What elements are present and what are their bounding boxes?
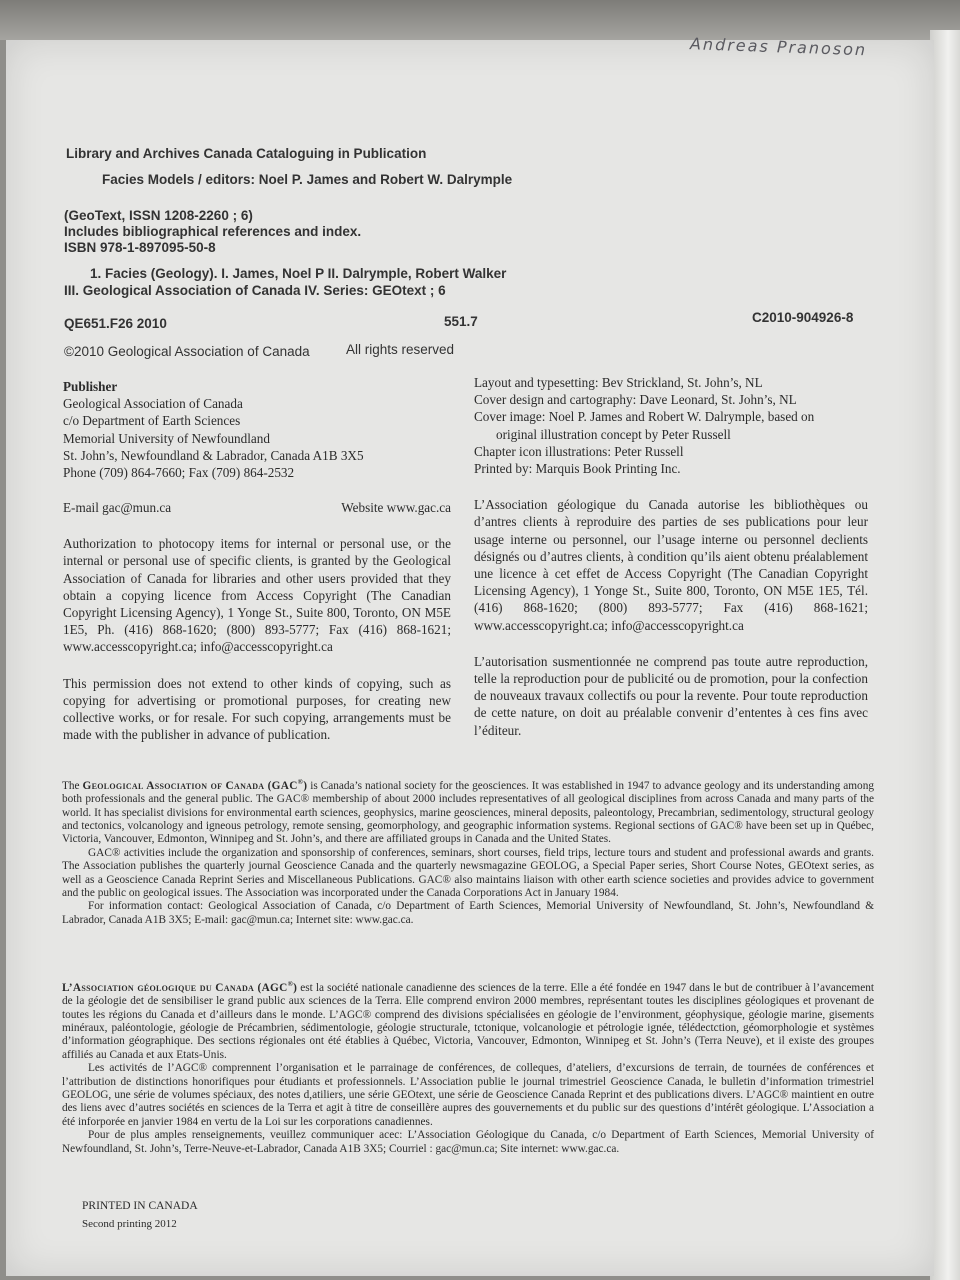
background-top [0, 0, 960, 40]
cip-rights: All rights reserved [346, 342, 455, 357]
credit-printed-by: Printed by: Marquis Book Printing Inc. [474, 461, 681, 477]
french-authorisation: L’Association géologique du Canada autorise les bibliothèques ou d’antres clients à reproduire des parties de ses publications pour leur usage interne ou personnel, our l’usage interne ou personnel declients désignés ou d’autres clients, à condition qu’ils aient obtenu préalablement une licence à cet effet de Access Copyright (The Canadian Copyright Licensing Agency), 1 Yonge St., Suite 800, Toronto, ON M5E 1E5, Tél. (416) 868-1620; (800) 893-5777; Fax (416) 868-1621; www.accesscopyright.ca; info@accesscopyright.ca [474, 497, 868, 633]
gac-lead-prefix: The [62, 779, 80, 792]
credit-cover-image: Cover image: Noel P. James and Robert W. Dalrymple, based on [474, 409, 815, 425]
handwritten-name: Andreas Pranoson [689, 34, 868, 60]
agc-paragraph-1: est la société nationale canadienne des sciences de la terre. Elle a été fondée en 1947 dans le but de contribuer à l’avancement de la géologie det de sensibiliser le grand public aux sciences de la Terra. Elle comprend environ 2000 membres, représentant toutes les disciplines géologiques et provenant de toutes les régions du Canada et d’ailleurs dans le monde. L’AGC® comprend des divisions spécialisées en géologie de l’environment, géophysique, géologie marine, gisements minéraux, paléontologie, géologie de Précambrien, sédimentologie, géologie structurale, tctonique, volcanologie et pétrologie ignée, télédectction, géomorphologie et systèmes d’information géographique. Des sections régionales ont été établies à Québec, Victoria, Vancouver, Edmonton, Winnipeg et St. John’s (Terra Neuve), et il existe des groupes affiliés au Canada et aux Etats-Unis. [62, 981, 874, 1061]
cip-series: (GeoText, ISSN 1208-2260 ; 6) [64, 208, 253, 223]
publisher-line: Memorial University of Newfoundland [63, 430, 270, 446]
agc-about [62, 978, 874, 1156]
credit-chapter-icons: Chapter icon illustrations: Peter Russell [474, 443, 684, 459]
publisher-line: St. John’s, Newfoundland & Labrador, Canada A1B 3X5 [63, 447, 364, 463]
gac-name: Geological Association of Canada (GAC [82, 779, 298, 792]
registered-mark: ® [297, 778, 304, 786]
credit-cover-design: Cover design and cartography: Dave Leonard, St. John’s, NL [474, 392, 797, 408]
permission-paragraph: This permission does not extend to other kinds of copying, such as copying for advertising or promotional purposes, for creating new collective works, or for resale. For such copying, arrangements must be made with the publisher in advance of publication. [63, 675, 451, 743]
cip-subjects-2: III. Geological Association of Canada IV. Series: GEOtext ; 6 [64, 283, 446, 298]
cip-lc-class: QE651.F26 2010 [64, 316, 167, 331]
credit-cover-image-cont: original illustration concept by Peter Russell [496, 426, 731, 442]
credits-block [474, 374, 868, 739]
cip-dewey: 551.7 [444, 314, 478, 329]
gac-paragraph-3: For information contact: Geological Association of Canada, c/o Department of Earth Sciences, Memorial University of Newfoundland, St. John’s, Newfoundland & Labrador, Canada A1B 3X5; E-mail: gac@mun.ca; Internet site: www.gac.ca. [62, 900, 874, 926]
publisher-heading: Publisher [63, 379, 118, 394]
agc-paragraph-3: Pour de plus amples renseignements, veuillez communiquer acec: L’Association Géologique du Canada, c/o Department of Earth Sciences, Memorial University of Newfoundland, St. John’s, Terre-Neuve-et-Labrador, Canada A1B 3X5; Courriel : gac@mun.ca; Site internet: www.gac.ca. [62, 1129, 874, 1155]
printing-note: Second printing 2012 [82, 1218, 177, 1230]
agc-name: L’Association géologique du Canada (AGC [62, 981, 288, 994]
publisher-line: Phone (709) 864-7660; Fax (709) 864-2532 [63, 465, 295, 481]
publisher-line: Geological Association of Canada [63, 396, 243, 412]
cip-isbn: ISBN 978-1-897095-50-8 [64, 240, 216, 255]
cip-control-number: C2010-904926-8 [752, 310, 854, 325]
agc-lead-suffix: ) [293, 981, 298, 994]
publisher-line: c/o Department of Earth Sciences [63, 413, 241, 429]
gac-about [62, 776, 874, 927]
french-restriction: L’autorisation susmentionnée ne comprend pas toute autre reproduction, telle la reproduction pour de publicité ou de promotion, pour la confection de nouveaux travaux collectifs ou pour la revente. Pour toute reproduction de cette nature, on doit au préalable convenir d’ententes à ces fins avec l’éditeur. [474, 653, 868, 738]
registered-mark: ® [287, 980, 294, 988]
cip-title: Library and Archives Canada Cataloguing in Publication [66, 146, 427, 161]
cip-main-entry: Facies Models / editors: Noel P. James and Robert W. Dalrymple [102, 172, 513, 187]
gac-paragraph-2: GAC® activities include the organization and sponsorship of conferences, seminars, short courses, field trips, lecture tours and student and professional awards and grants. The Association publishes the quarterly journal Geoscience Canada and the quarterly newsmagazine GEOLOG, a Special Paper series, Short Course Notes, GEOtext series, as well as a Geoscience Canada Reprint Series and Miscellaneous Publications. GAC® also maintains liaison with other earth science societies and provides advice to government and the public on geological issues. The Association was incorporated under the Canada Corporations Act in January 1984. [62, 846, 874, 900]
authorization-paragraph: Authorization to photocopy items for internal or personal use, or the internal or personal use of specific clients, is granted by the Geological Association of Canada for libraries and other users provided that they obtain a copying licence from Access Copyright (The Canadian Copyright Licensing Agency), 1 Yonge St., Suite 800, Toronto, ON M5E 1E5, Ph. (416) 868-1620; (800) 893-5777; Fax (416) 868-1621; www.accesscopyright.ca; info@accesscopyright.ca [63, 536, 451, 655]
cip-copyright: ©2010 Geological Association of Canada [64, 344, 310, 359]
cip-notes: Includes bibliographical references and index. [64, 224, 362, 239]
publisher-website: Website www.gac.ca [341, 500, 451, 516]
gac-paragraph-1: is Canada’s national society for the geosciences. It was established in 1947 to advance geology and its understanding among both professionals and the general public. The GAC® membership of about 2000 includes representatives of all geological disciplines from across Canada and many parts of the world. It has specialist divisions for environmental earth sciences, geophysics, marine geosciences, mineral deposits, paleontology, Precambrian, sedimentology, structural geology and tectonics, volcanology and igneous petrology, remote sensing, geomorphology, and geographic information systems. Regional sections of GAC® have been set up in Québec, Victoria, Vancouver, Edmonton, Winnipeg and St. John’s, and there are affiliated groups in Canada and the United States. [62, 779, 874, 846]
cip-subjects-1: 1. Facies (Geology). I. James, Noel P II. Dalrymple, Robert Walker [90, 266, 507, 281]
agc-paragraph-2: Les activités de l’AGC® comprennent l’organisation et le parrainage de conférences, de colleques, d’ateliers, d’excursions de terrain, de tournées de conférences et l’attribution de distinctions honorifiques pour étudiants et professionnels. L’Association publie le journal trimestriel Geoscience Canada, le bulletin d’information trimestriel GEOLOG, une série de volumes spéciaux, des notes d,atiliers, une série GEOtext, une série de Geoscience Canada Reprint et des publications divers. L’AGC® maintient en outre des liens avec d’autres sociétés en sciences de la Terra et agit à titre de conseillère aupres des gouvernements et du public sur des questions d’intérêt géologique. L’Association a été inforporée en janvier 1984 en vertu de la Loi sur les corporations canadiennes. [62, 1062, 874, 1128]
gac-lead-suffix: ) [303, 779, 308, 792]
publisher-block [63, 378, 451, 743]
printed-in-canada: PRINTED IN CANADA [82, 1200, 198, 1212]
publisher-email: E-mail gac@mun.ca [63, 500, 172, 516]
page-edge [930, 30, 960, 1280]
credit-layout: Layout and typesetting: Bev Strickland, St. John’s, NL [474, 375, 763, 390]
